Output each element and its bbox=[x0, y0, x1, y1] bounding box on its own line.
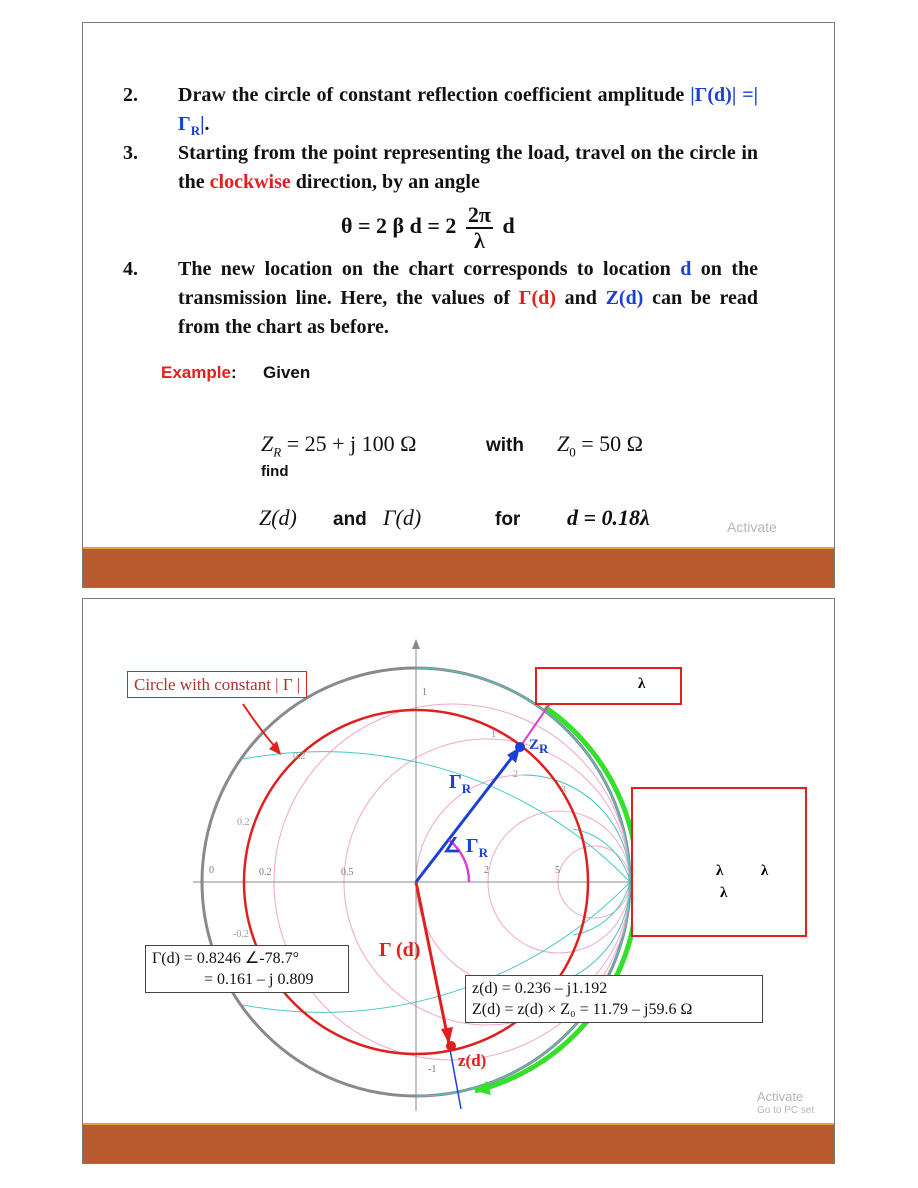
angle-label: ∠ $\Gamma_R$ bbox=[443, 835, 489, 860]
gamma-result-box: Γ(d) = 0.8246 ∠-78.7° = 0.161 – j 0.809 bbox=[145, 945, 349, 993]
gamma-d-vector bbox=[416, 882, 449, 1044]
clockwise-highlight: clockwise bbox=[209, 171, 291, 193]
wavelength-box bbox=[535, 667, 682, 705]
gamma-r-label: $\Gamma_R$ bbox=[449, 771, 472, 796]
axis-label-minus1: -1 bbox=[428, 1064, 437, 1075]
axis-label-arc-3: 3 bbox=[561, 785, 566, 796]
zd-target: Z(d) bbox=[259, 505, 297, 530]
axis-label-arc-02b: 0.2 bbox=[237, 817, 250, 828]
axis-label-05: 0.5 bbox=[341, 867, 354, 878]
gamma-r-vector bbox=[416, 747, 520, 882]
footer-bar-2 bbox=[83, 1125, 834, 1163]
axis-label-0: 0 bbox=[209, 865, 214, 876]
axis-label-02: 0.2 bbox=[259, 867, 272, 878]
step-4: 4. The new location on the chart corresponds to location d on the transmission line. Here, the values of Γ(d) and Z(d) can be read from the chart as before. bbox=[123, 258, 758, 338]
axis-arrow bbox=[412, 639, 420, 649]
step-3: 3. Starting from the point representing the load, travel on the circle in the clockwise direction, by an angle bbox=[123, 142, 758, 193]
axis-label-arc-2: 2 bbox=[513, 769, 518, 780]
slide-1 bbox=[82, 22, 835, 588]
axis-label-arc-02a: 0.2 bbox=[293, 751, 306, 762]
axis-label-5: 5 bbox=[555, 865, 560, 876]
settings-watermark: Go to PC set bbox=[757, 1105, 815, 1116]
step-2: 2. Draw the circle of constant reflection coefficient amplitude $|\Gamma(d)| =|\Gamma_R|$. bbox=[123, 84, 758, 138]
distance-box bbox=[631, 787, 807, 937]
constant-circle-label: Circle with constant | Γ | bbox=[127, 671, 307, 698]
distance-box-line1: λ λ bbox=[716, 863, 769, 879]
zr-point bbox=[515, 742, 525, 752]
and-label: and bbox=[333, 509, 367, 530]
axis-label-arc-minus02: -0.2 bbox=[233, 929, 249, 940]
slide-2 bbox=[82, 598, 835, 1164]
zd-point bbox=[446, 1041, 456, 1051]
wavelength-box-lambda: λ bbox=[638, 676, 646, 692]
zr-label: $Z_R$ bbox=[529, 737, 549, 756]
footer-bar bbox=[83, 549, 834, 587]
axis-label-arc-1: 1 bbox=[491, 729, 496, 740]
with-label: with bbox=[486, 435, 524, 456]
zd-label: z(d) bbox=[458, 1051, 487, 1070]
gamma-amplitude-expr: $|\Gamma(d)| =|\Gamma_R|$ bbox=[178, 84, 758, 138]
activate-watermark: Activate bbox=[727, 519, 777, 535]
axis-label-2: 2 bbox=[484, 865, 489, 876]
gamma-d-label: Γ (d) bbox=[379, 939, 421, 961]
for-label: for bbox=[495, 509, 521, 530]
axis-label-1: 1 bbox=[422, 687, 427, 698]
distance-box-line2: λ bbox=[720, 885, 728, 901]
find-label: find bbox=[261, 463, 289, 480]
label-pointer bbox=[243, 704, 279, 751]
given-impedances: $Z_R = 25 + j$ 100 Ω bbox=[261, 431, 417, 460]
distance-value: d = 0.18λ bbox=[567, 505, 650, 530]
angle-formula: θ = 2 β d = 2 $\frac{2\pi}{\lambda}$ d bbox=[341, 202, 515, 253]
given-label: Given bbox=[263, 363, 311, 382]
z0-value: $Z_0 = 50$ Ω bbox=[557, 431, 644, 460]
example-label: Example: bbox=[161, 363, 237, 382]
z-result-box: z(d) = 0.236 – j1.192 Z(d) = z(d) × Z₀ = 11.79 – j59.6 Ω bbox=[465, 975, 763, 1023]
activate-watermark-2: Activate bbox=[757, 1089, 804, 1104]
gamma-d-target: Γ(d) bbox=[383, 505, 422, 530]
